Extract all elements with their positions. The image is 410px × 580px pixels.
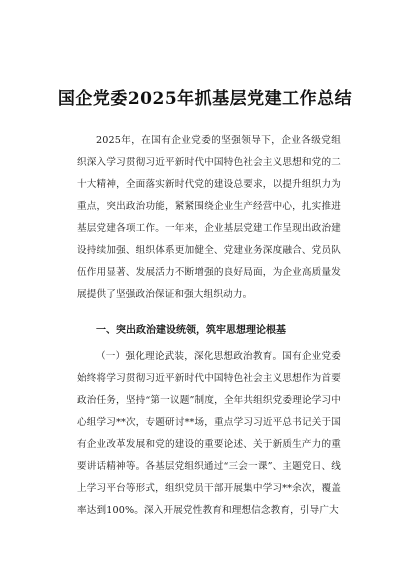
document-title: 国企党委2025年抓基层党建工作总结	[57, 89, 353, 109]
section-paragraph: （一）强化理论武装，深化思想政治教育。国有企业党委始终将学习贯彻习近平新时代中国特色社会主义思想作为首要政治任务，坚持“第一议题”制度，全年共组织党委理论学习中心组学习**次，专题研讨**场，重点学习习近平总书记关于国有企业改革发展和党的建设的重要论述、关于新质生产力的重要讲话精神等。各基层党组织通过“三会一课”、主题党日、线上学习平台等形式，组织党员干部开展集中学习**余次，覆盖率达到100%。深入开展党性教育和理想信念教育，引导广大	[77, 351, 341, 516]
intro-paragraph: 2025年，在国有企业党委的坚强领导下，企业各级党组织深入学习贯彻习近平新时代中国特色社会主义思想和党的二十大精神，全面落实新时代党的建设总要求，以提升组织力为重点，突出政治功能，紧紧围绕企业生产经营中心，扎实推进基层党建各项工作。一年来，企业基层党建工作呈现出政治建设持续加强、组织体系更加健全、党建业务深度融合、党员队伍作用显著、发展活力不断增强的良好局面，为企业高质量发展提供了坚强政治保证和强大组织动力。	[77, 135, 341, 300]
section-heading: 一、突出政治建设统领，筑牢思想理论根基	[96, 325, 286, 336]
